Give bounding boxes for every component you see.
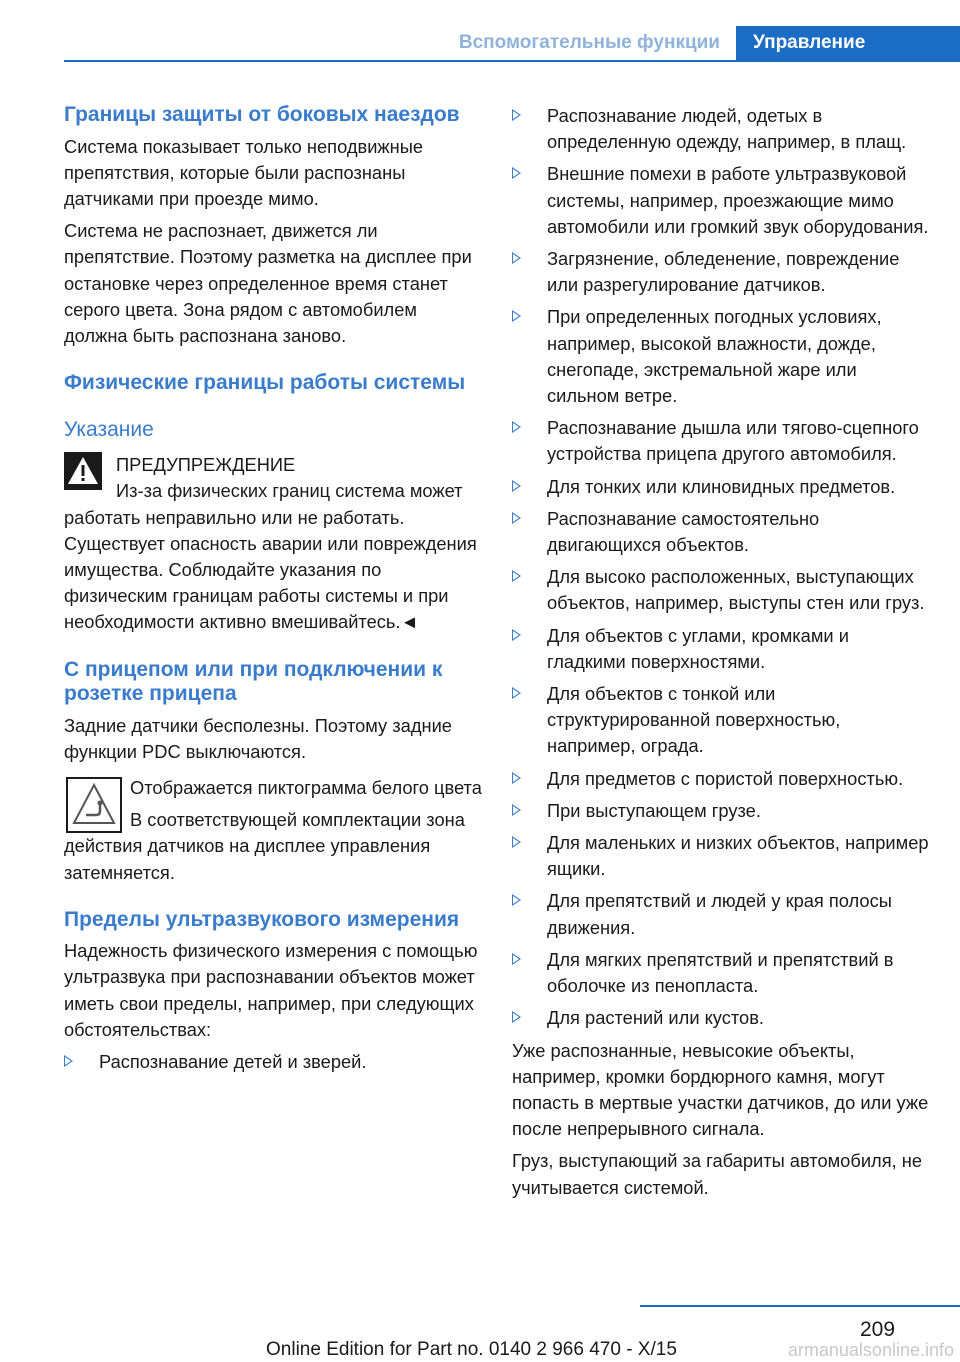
paragraph: Надежность физического измерения с помощью ультразвука при распознавании объектов может иметь свои пределы, например, при следующих обстоятельствах: — [64, 940, 478, 1040]
header-section-title: Вспомогательные функции — [458, 32, 720, 53]
footer-rule — [640, 1305, 960, 1307]
list-item: Для высоко расположенных, выступающих объектов, например, выступы стен или груз. — [512, 564, 932, 616]
list-item: Для объектов с углами, кромками и гладкими поверхностями. — [512, 623, 932, 675]
heading-note: Указание — [64, 417, 154, 441]
bullet-triangle-icon — [512, 894, 521, 906]
paragraph: Задние датчики бесполезны. Поэтому задние функции PDC выключаются. — [64, 714, 452, 762]
bullet-triangle-icon — [512, 772, 521, 784]
bullet-triangle-icon — [512, 804, 521, 816]
paragraph: Система показывает только неподвижные препятствия, которые были распознаны датчиками при проезде мимо. — [64, 135, 424, 209]
trailer-sensor-icon — [66, 777, 122, 833]
list-item: Для предметов с пористой поверхностью. — [512, 766, 932, 792]
heading-physical-limits: Физические границы работы системы — [64, 371, 466, 395]
list-item: Для растений или кустов. — [512, 1005, 932, 1031]
right-column — [512, 103, 932, 1201]
list-item: Загрязнение, обледенение, повреждение или разрегулирование датчиков. — [512, 246, 932, 298]
header-rule — [64, 60, 960, 62]
bullet-triangle-icon — [512, 512, 521, 524]
list-item: Распознавание детей и зверей. — [64, 1049, 482, 1075]
heading-side-protection: Границы защиты от боковых наездов — [64, 103, 460, 126]
list-item: Распознавание самостоятельно двигающихся объектов. — [512, 506, 932, 558]
heading-ultrasonic-limits: Пределы ультразвукового измерения — [64, 907, 460, 931]
warning-icon — [64, 452, 102, 490]
bullet-triangle-icon — [512, 687, 521, 699]
list-item: Распознавание людей, одетых в определенную одежду, например, в плащ. — [512, 103, 932, 155]
paragraph: Груз, выступающий за габариты автомобиля, не учитывается системой. — [512, 1150, 923, 1198]
list-item: Распознавание дышла или тягово-сцепного устройства прицепа другого автомобиля. — [512, 415, 932, 467]
list-item: При определенных погодных условиях, например, высокой влажности, дожде, снегопаде, экстремальной жаре или сильном ветре. — [512, 304, 932, 409]
list-item: При выступающем грузе. — [512, 798, 932, 824]
list-item: Внешние помехи в работе ультразвуковой системы, например, проезжающие мимо автомобили или громкий звук оборудования. — [512, 161, 932, 240]
bullet-triangle-icon — [512, 629, 521, 641]
warning-title: ПРЕДУПРЕЖДЕНИЕ — [116, 454, 296, 476]
list-item: Для тонких или клиновидных предметов. — [512, 474, 932, 500]
left-column — [64, 103, 482, 1081]
bullet-triangle-icon — [64, 1055, 73, 1067]
warning-block — [64, 452, 482, 635]
list-item: Для препятствий и людей у края полосы движения. — [512, 888, 932, 940]
bullet-triangle-icon — [512, 109, 521, 121]
watermark: armanualsonline.info — [787, 1340, 954, 1360]
trailer-icon-caption: Отображается пиктограмма белого цвета — [130, 776, 482, 798]
bullet-triangle-icon — [512, 167, 521, 179]
trailer-info-block — [64, 775, 482, 886]
bullet-triangle-icon — [512, 570, 521, 582]
bullet-triangle-icon — [512, 310, 521, 322]
trailer-display-note: В соответствующей комплектации зона действия датчиков на дисплее управления затемняется. — [64, 809, 465, 883]
list-item: Для маленьких и низких объектов, например ящики. — [512, 830, 932, 882]
paragraph: Уже распознанные, невысокие объекты, например, кромки бордюрного камня, могут попасть в мертвые участки датчиков, до или уже после непрерывного сигнала. — [512, 1039, 929, 1140]
warning-text: Из-за физических границ система может работать неправильно или не работать. Существует опасность аварии или повреждения имущества. Соблюдайте указания по физическим границам работы системы и при необходимости активно вмешивайтесь.◄ — [64, 480, 477, 633]
bullet-triangle-icon — [512, 480, 521, 492]
bullet-triangle-icon — [512, 252, 521, 264]
bullet-triangle-icon — [512, 953, 521, 965]
edition-footer: Online Edition for Part no. 0140 2 966 470 - X/15 — [266, 1339, 677, 1360]
bullet-triangle-icon — [512, 836, 521, 848]
bullet-triangle-icon — [512, 421, 521, 433]
list-item: Для объектов с тонкой или структурированной поверхностью, например, ограда. — [512, 681, 932, 760]
paragraph: Система не распознает, движется ли препятствие. Поэтому разметка на дисплее при остановке через определенное время станет серого цвета. Зона рядом с автомобилем должна быть распознана заново. — [64, 220, 472, 346]
header-chapter-tab: Управление — [736, 26, 960, 62]
heading-trailer: С прицепом или при подключении к розетке прицепа — [64, 657, 443, 706]
bullet-triangle-icon — [512, 1011, 521, 1023]
page-number: 209 — [860, 1318, 896, 1341]
list-item: Для мягких препятствий и препятствий в оболочке из пенопласта. — [512, 947, 932, 999]
